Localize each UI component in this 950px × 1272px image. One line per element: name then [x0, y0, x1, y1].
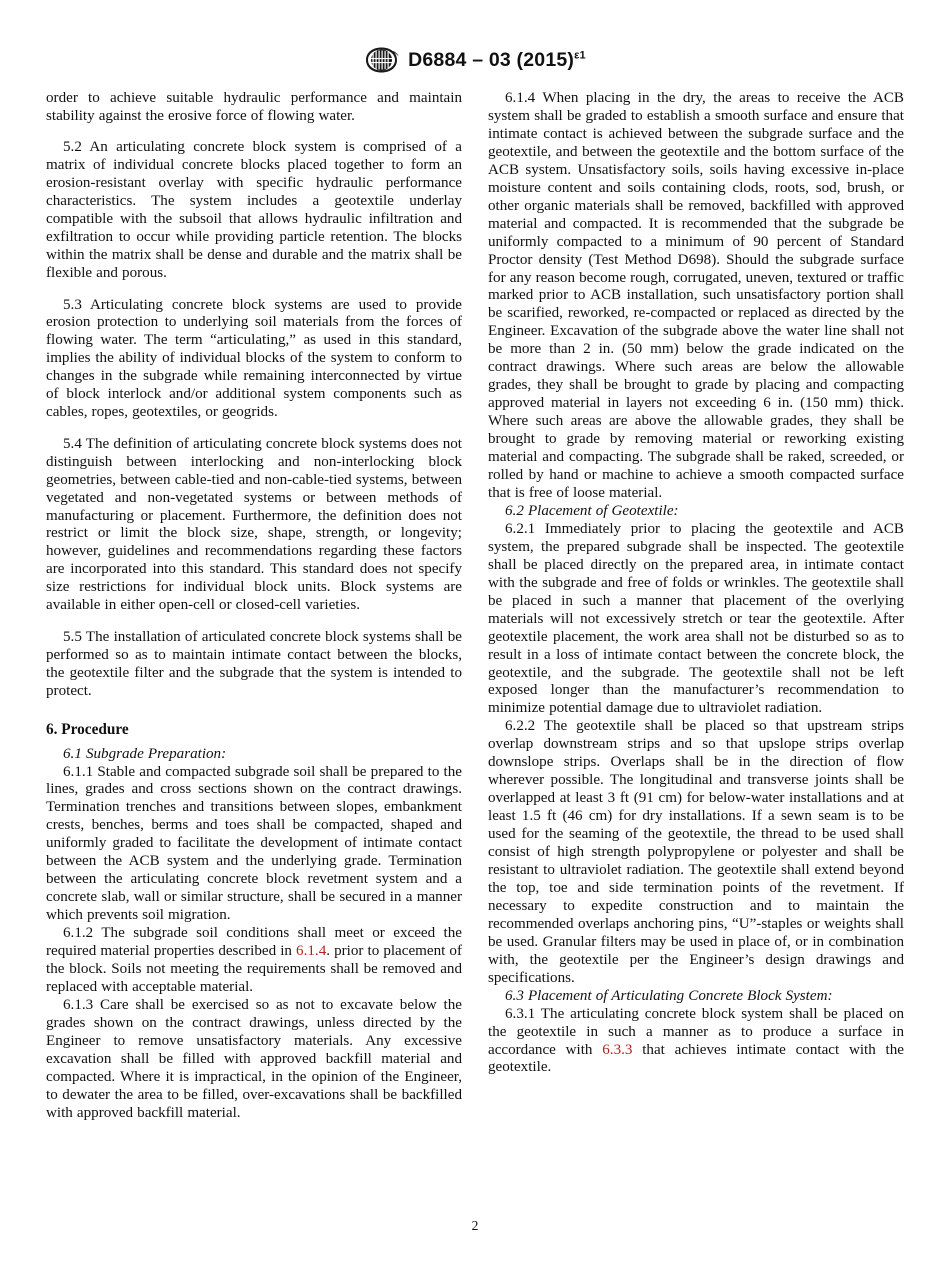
clause-6-1-2-tail: . prior to placement of the block. Soils not meeting the requirements shall be removed and replaced with acceptable material.	[46, 943, 462, 995]
subheading-6-3-placement-of-acb-system: 6.3 Placement of Articulating Concrete Block System:	[505, 987, 833, 1004]
section-heading-6-procedure: 6. Procedure	[46, 720, 129, 738]
subheading-6-2-placement-of-geotextile: 6.2 Placement of Geotextile:	[505, 502, 679, 519]
paragraph-clause-6-1-2	[46, 925, 462, 997]
paragraph-continuation-5-1: order to achieve suitable hydraulic performance and maintain stability against the erosive force of flowing water.	[46, 90, 462, 124]
clause-6-1-2-lead: 6.1.2 The subgrade soil conditions shall meet or exceed the required material properties described in	[46, 925, 462, 960]
cross-reference-link-6-3-3[interactable]: 6.3.3	[602, 1041, 633, 1058]
standard-designation	[408, 49, 586, 72]
paragraph-clause-6-1-4: 6.1.4 When placing in the dry, the areas to receive the ACB system shall be graded to establish a smooth surface and ensure that intimate contact is achieved between the subgrade surface and the geotextile, and between the geotextile and the bottom surface of the ACB system. Unsatisfactory soils, soils having excessive in-place moisture content and soils containing clods, roots, sod, brush, or other organic materials shall be removed, backfilled with approved material and compacted. It is recommended that the subgrade be uniformly compacted to a minimum of 90 percent of Standard Proctor density (Test Method D698). Should the subgrade surface for any reason become rough, corrugated, uneven, textured or traffic marked prior to ACB installation, such unsatisfactory portion shall be scarified, reworked, re-compacted or replaced as directed by the Engineer. Excavation of the subgrade above the water line shall not be more than 2 in. (50 mm) below the grade indicated on the contract drawings. Where such areas are below the allowable grades, they shall be brought to grade by placing and compacting approved material in layers not exceeding 6 in. (150 mm) thick. Where such areas are above the allowable grades, they shall be brought to grade by removing material or reworking existing material and compacting. The subgrade shall be raked, screeded, or rolled by hand or machine to achieve a smooth compacted surface that is free of loose material.	[488, 90, 904, 501]
paragraph-clause-6-2-2: 6.2.2 The geotextile shall be placed so that upstream strips overlap downstream strips and so that upslope strips overlap downslope strips. Overlaps shall be in the direction of flow wherever possible. The longitudinal and transverse joints shall be overlapped at least 3 ft (91 cm) for below-water installations and at least 1.5 ft (46 cm) for dry installations. If a sewn seam is to be used for the seaming of the geotextile, the thread to be used shall consist of high strength polypropylene or polyester and shall be resistant to ultraviolet radiation. The geotextile shall extend beyond the top, toe and side termination points of the revetment. If necessary to expedite construction and to maintain the recommended overlaps anchoring pins, “U”-staples or weights shall be used. Granular filters may be used in place of, or in combination with, the geotextile per the Engineer’s design drawings and specifications.	[488, 718, 904, 986]
left-column	[46, 90, 462, 1123]
astm-logo-icon	[364, 46, 399, 74]
paragraph-clause-6-3-1	[488, 1006, 904, 1078]
paragraph-clause-6-1-1: 6.1.1 Stable and compacted subgrade soil shall be prepared to the lines, grades and cross sections shown on the contract drawings. Termination trenches and transitions between slopes, embankment crests, benches, berms and toes shall be compacted, shaped and uniformly graded to facilitate the development of intimate contact between the ACB system and the underlying grade. Termination between the articulating concrete block revetment system and a concrete slab, wall or similar structure, shall be secured in a manner which prevents soil migration.	[46, 763, 462, 924]
paragraph-clause-5-5: 5.5 The installation of articulated concrete block systems shall be performed so as to maintain intimate contact between the blocks, the geotextile filter and the subgrade that the system is intended to protect.	[46, 628, 462, 699]
subheading-6-1-subgrade-preparation: 6.1 Subgrade Preparation:	[63, 745, 227, 762]
page-header	[0, 40, 950, 80]
designation-number: D6884 – 03 (2015)	[408, 48, 575, 71]
clause-6-3-1-lead: 6.3.1 The articulating concrete block system shall be placed on the geotextile in such a manner as to produce a surface in accordance with	[488, 1005, 904, 1058]
paragraph-clause-5-2: 5.2 An articulating concrete block system is comprised of a matrix of individual concrete blocks placed together to form an erosion-resistant overlay with specific hydraulic performance characteristics. The system includes a geotextile underlay compatible with the subsoil that allows hydraulic infiltration and exfiltration to occur while providing particle retention. The blocks within the matrix shall be dense and durable and the matrix shall be flexible and porous.	[46, 139, 462, 282]
page-number: 2	[471, 1218, 479, 1233]
two-column-body	[46, 90, 904, 1123]
clause-6-3-1-tail: that achieves intimate contact with the geotextile.	[488, 1041, 904, 1076]
paragraph-clause-6-2-1: 6.2.1 Immediately prior to placing the geotextile and ACB system, the prepared subgrade shall be inspected. The geotextile shall be placed directly on the prepared area, in intimate contact with the subgrade and free of folds or wrinkles. The geotextile shall be placed in such a manner that placement of the overlying materials will not excessively stretch or tear the geotextile. After geotextile placement, the work area shall not be disturbed so as to result in a loss of intimate contact between the concrete block, the geotextile, and the subgrade. The geotextile shall not be left exposed longer than the manufacturer’s recommendation to minimize potential damage due to ultraviolet radiation.	[488, 520, 904, 717]
paragraph-clause-5-4: 5.4 The definition of articulating concrete block systems does not distinguish between interlocking and non-interlocking block geometries, between cable-tied and non-cable-tied systems, between vegetated and non-vegetated systems or between methods of manufacturing or placement. Furthermore, the definition does not restrict or limit the block size, shape, strength, or longevity; however, guidelines and recommendations regarding these factors are incorporated into this standard. This standard does not specify size restrictions for individual block units. Block systems are available in either open-cell or closed-cell varieties.	[46, 435, 462, 614]
page-footer	[0, 1218, 950, 1234]
cross-reference-link-6-1-4[interactable]: 6.1.4	[296, 943, 327, 960]
right-column	[488, 90, 904, 1123]
designation-superscript: ε1	[574, 49, 586, 61]
paragraph-clause-5-3: 5.3 Articulating concrete block systems are used to provide erosion protection to underlying soil materials from the forces of flowing water. The term “articulating,” as used in this standard, implies the ability of individual blocks of the system to conform to changes in the subgrade while remaining interconnected by virtue of block interlock and/or additional system components such as cables, ropes, geotextiles, or geogrids.	[46, 296, 462, 421]
paragraph-clause-6-1-3: 6.1.3 Care shall be exercised so as not to excavate below the grades shown on the contract drawings, unless directed by the Engineer to remove unsatisfactory materials. Any excessive excavation shall be filled with approved backfill material and compacted. Where it is impractical, in the opinion of the Engineer, to dewater the area to be filled, over-excavations shall be backfilled with approved backfill material.	[46, 996, 462, 1121]
